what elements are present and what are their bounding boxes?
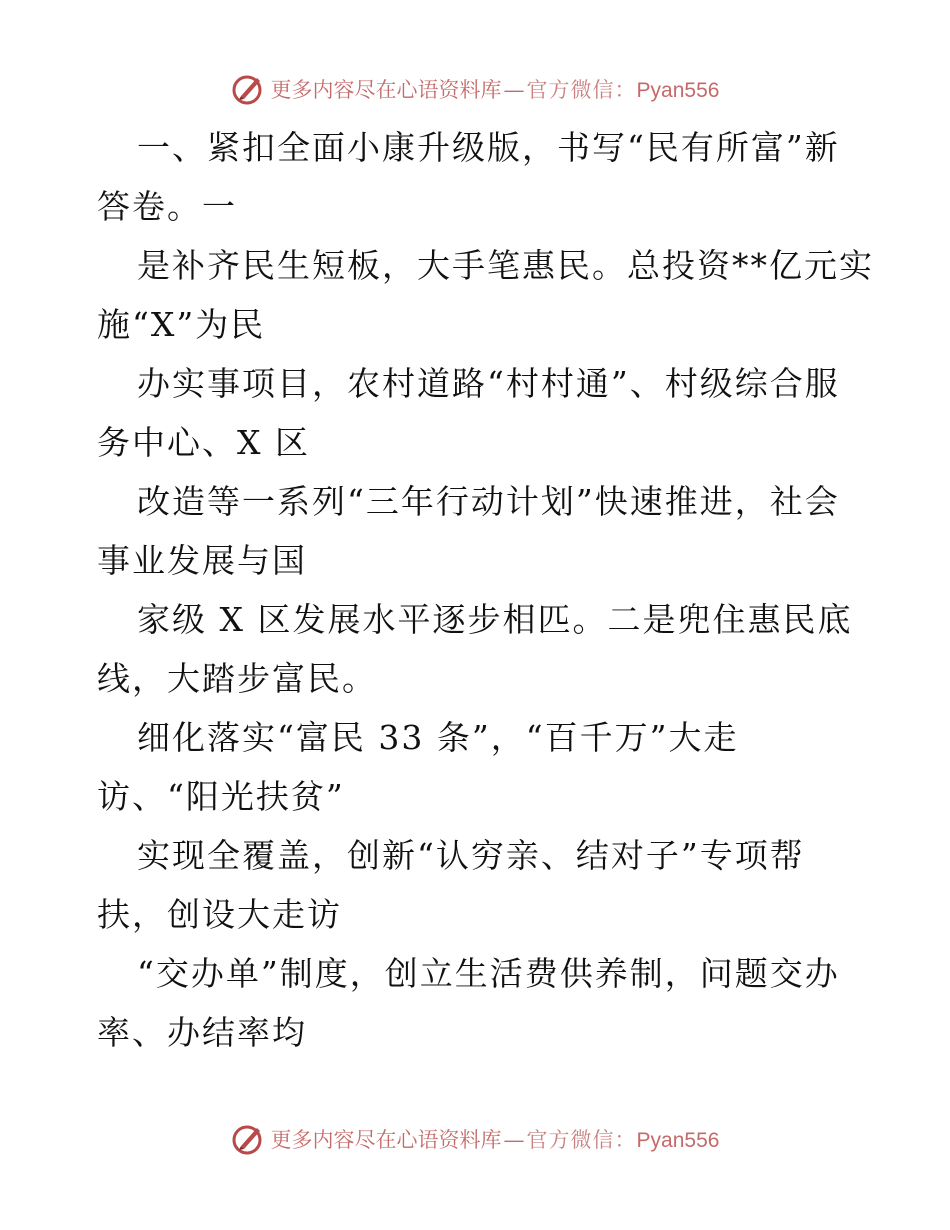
text-line: 家级 X 区发展水平逐步相匹。二是兜住惠民底 xyxy=(137,600,853,639)
text-line: 答卷。一 xyxy=(97,187,237,226)
text-line: 实现全覆盖，创新“认穷亲、结对子”专项帮 xyxy=(137,836,805,875)
text-line: 施“X”为民 xyxy=(97,305,266,344)
banner-wechat-label: 官方微信： xyxy=(526,78,637,102)
text-line: 改造等一系列“三年行动计划”快速推进，社会 xyxy=(137,482,840,521)
banner-text xyxy=(271,74,720,104)
text-line: 一、紧扣全面小康升级版，书写“民有所富”新 xyxy=(137,128,840,167)
text-line: 事业发展与国 xyxy=(97,541,307,580)
banner-wechat-id: Pyan556 xyxy=(636,79,720,102)
text-line: 率、办结率均 xyxy=(97,1013,307,1052)
text-line: 办实事项目，农村道路“村村通”、村级综合服 xyxy=(137,364,840,403)
banner-wechat-label: 官方微信： xyxy=(526,1128,637,1152)
banner-dash: — xyxy=(503,1128,525,1152)
footer-banner xyxy=(0,1114,950,1164)
pen-logo-icon xyxy=(231,1122,265,1156)
banner-dash: — xyxy=(503,78,525,102)
document-body xyxy=(97,118,874,1062)
banner-wechat-id: Pyan556 xyxy=(636,1129,720,1152)
text-line: 细化落实“富民 33 条”，“百千万”大走 xyxy=(137,718,739,757)
banner-text xyxy=(271,1124,720,1154)
pen-logo-icon xyxy=(231,72,265,106)
text-line: 扶，创设大走访 xyxy=(97,895,342,934)
text-line: “交办单”制度，创立生活费供养制，问题交办 xyxy=(137,954,840,993)
text-line: 线，大踏步富民。 xyxy=(97,659,377,698)
banner-main-text: 更多内容尽在心语资料库 xyxy=(270,1128,502,1152)
text-line: 是补齐民生短板，大手笔惠民。总投资**亿元实 xyxy=(137,246,874,285)
header-banner xyxy=(0,64,950,114)
text-line: 访、“阳光扶贫” xyxy=(97,777,345,816)
banner-main-text: 更多内容尽在心语资料库 xyxy=(270,78,502,102)
text-line: 务中心、X 区 xyxy=(97,423,310,462)
